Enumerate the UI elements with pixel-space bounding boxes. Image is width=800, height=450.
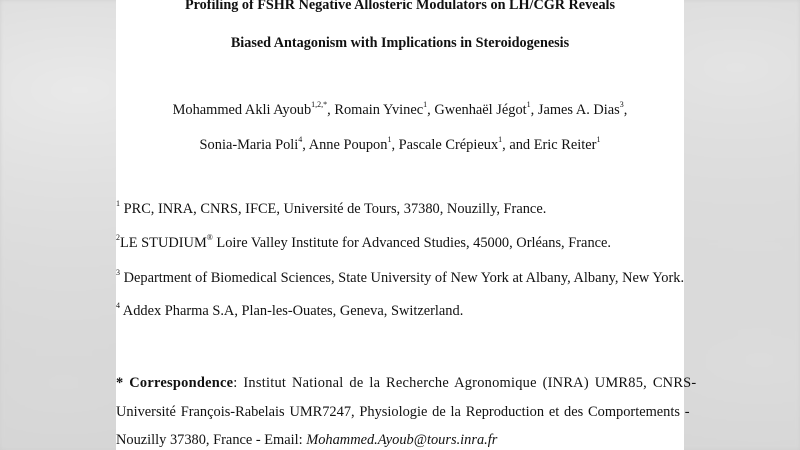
author-name: Anne Poupon	[308, 137, 388, 153]
author-name: Sonia-Maria Poli	[199, 137, 299, 153]
author-name: Mohammed Akli Ayoub	[172, 102, 312, 118]
affiliation-1	[116, 201, 546, 218]
affiliation-3	[116, 270, 684, 287]
author-separator: , and	[502, 137, 534, 153]
author-affiliation-marker: 1,2,*	[311, 100, 328, 109]
author-affiliation-marker: 1	[596, 135, 601, 144]
author-separator: ,	[530, 102, 538, 118]
author-affiliation-marker: 1	[423, 100, 428, 109]
correspondence-line-1	[116, 375, 697, 392]
correspondence-text: : Institut National de la Recherche Agronomique (INRA) UMR85, CNRS-	[233, 375, 697, 391]
author-list-line-2	[116, 137, 684, 154]
author-name: Romain Yvinec	[334, 102, 424, 118]
affiliation-2	[116, 235, 611, 252]
affiliation-number: 1	[116, 199, 120, 208]
author-separator: ,	[623, 102, 628, 118]
affiliation-text: Addex Pharma S.A, Plan-les-Ouates, Geneva, Switzerland.	[120, 303, 464, 319]
author-affiliation-marker: 1	[387, 135, 392, 144]
affiliation-number: 3	[116, 268, 120, 277]
paper-title-line-2: Biased Antagonism with Implications in Steroidogenesis	[230, 35, 570, 51]
document-page	[116, 0, 697, 450]
author-separator: ,	[391, 137, 399, 153]
registered-mark: ®	[206, 233, 213, 242]
affiliation-text: Loire Valley Institute for Advanced Studies, 45000, Orléans, France.	[212, 235, 612, 251]
author-name: Eric Reiter	[533, 137, 597, 153]
author-list-line-1	[116, 102, 684, 119]
author-name: James A. Dias	[537, 102, 620, 118]
author-affiliation-marker: 3	[619, 100, 624, 109]
author-separator: ,	[327, 102, 335, 118]
correspondence-text: Nouzilly 37380, France - Email:	[116, 432, 307, 448]
author-separator: ,	[427, 102, 435, 118]
author-affiliation-marker: 1	[498, 135, 503, 144]
paper-title-line-1: Profiling of FSHR Negative Allosteric Modulators on LH/CGR Reveals	[184, 0, 616, 13]
author-affiliation-marker: 1	[526, 100, 531, 109]
author-name: Pascale Crépieux	[398, 137, 499, 153]
author-affiliation-marker: 4	[298, 135, 303, 144]
affiliation-number: 4	[116, 301, 120, 310]
correspondence-email-link[interactable]: Mohammed.Ayoub@tours.inra.fr	[306, 432, 498, 448]
affiliation-text: Department of Biomedical Sciences, State University of New York at Albany, Albany, New York.	[120, 270, 685, 286]
author-name: Gwenhaël Jégot	[434, 102, 527, 118]
affiliation-number: 2	[116, 233, 120, 242]
affiliation-prefix: LE STUDIUM	[120, 235, 207, 251]
correspondence-line-3	[116, 432, 684, 449]
correspondence-label: * Correspondence	[116, 375, 234, 391]
affiliation-4	[116, 303, 463, 320]
correspondence-line-2: Université François-Rabelais UMR7247, Physiologie de la Reproduction et des Comportements -	[116, 404, 690, 420]
author-separator: ,	[302, 137, 309, 153]
affiliation-text: PRC, INRA, CNRS, IFCE, Université de Tours, 37380, Nouzilly, France.	[120, 201, 547, 217]
